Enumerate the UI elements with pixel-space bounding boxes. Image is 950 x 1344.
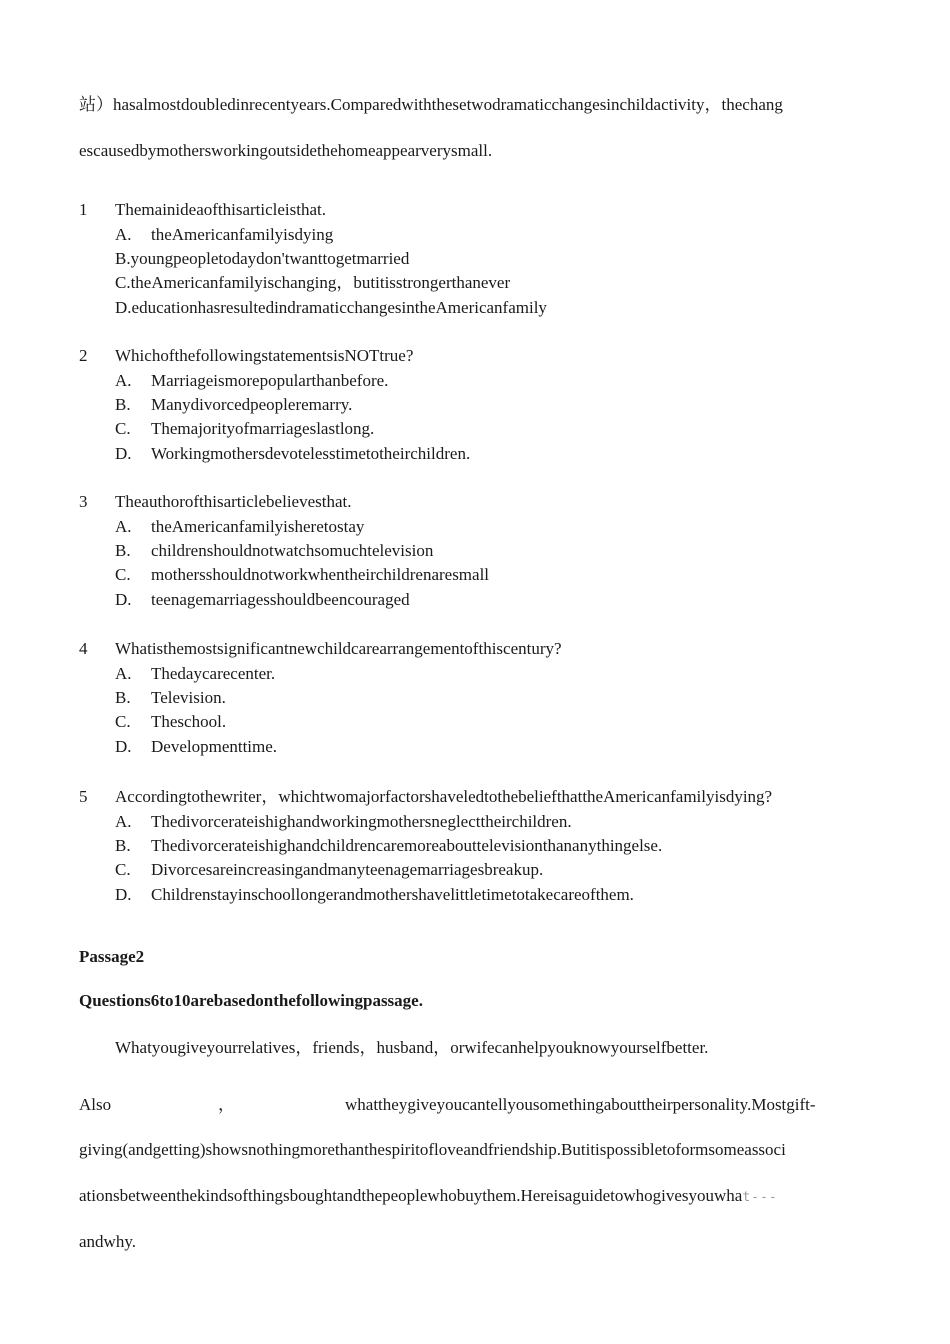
question-number: 3 [79,492,88,511]
passage-line-a-rest: whattheygiveyoucantellyousomethingabouttheirpersonality.Mostgift- [345,1095,816,1114]
option-text: Developmenttime. [151,737,278,756]
passage-line-b: giving(andgetting)showsnothingmorethanthespiritofloveandfriendship.Butitispossibletoformsomeassoci [79,1140,786,1159]
question-text: Whatisthemostsignificantnewchildcarearrangementofthiscentury? [115,639,562,658]
option-letter: B. [115,541,131,560]
intro-line-1: 站）hasalmostdoubledinrecentyears.Comparedwiththesetwodramaticchangesinchildactivity，thechang [79,95,783,114]
option-text: Manydivorcedpeopleremarry. [151,395,353,414]
option-letter: C. [115,565,131,584]
option-text: Divorcesareincreasingandmanyteenagemarriagesbreakup. [151,860,544,879]
option-text: Television. [151,688,226,707]
option-text: Thedivorcerateishighandchildrencaremoreabouttelevisionthananythingelse. [151,836,663,855]
question-number: 5 [79,787,88,806]
option-letter: B. [115,395,131,414]
question-number: 1 [79,200,88,219]
option-letter: A. [115,664,132,683]
option-letter: C. [115,419,131,438]
option-text: Childrenstayinschoollongerandmothershavelittletimetotakecareofthem. [151,885,634,904]
option-text: Theschool. [151,712,227,731]
passage-line-d: andwhy. [79,1232,136,1251]
passage-title: Passage2 [79,947,145,966]
passage-line-comma: ， [218,1095,235,1114]
question-number: 2 [79,346,88,365]
passage-line-c [79,1185,778,1209]
option-text: Thedaycarecenter. [151,664,276,683]
option-text: D.educationhasresultedindramaticchangesintheAmericanfamily [115,298,547,317]
passage-line-c-main: ationsbetweenthekindsofthingsboughtandthepeoplewhobuythem.Hereisaguidetowhogivesyouwha [79,1186,743,1205]
option-text: theAmericanfamilyisdying [151,225,334,244]
option-text: theAmericanfamilyisheretostay [151,517,365,536]
option-text: Themajorityofmarriageslastlong. [151,419,375,438]
passage-line-also: Also [79,1095,112,1114]
option-letter: A. [115,225,132,244]
option-letter: B. [115,836,131,855]
option-text: mothersshouldnotworkwhentheirchildrenaresmall [151,565,490,584]
question-number: 4 [79,639,88,658]
option-letter: D. [115,737,132,756]
option-letter: A. [115,371,132,390]
passage-line-c-grey: t--- [742,1190,778,1205]
option-text: Thedivorcerateishighandworkingmothersneglecttheirchildren. [151,812,572,831]
option-text: teenagemarriagesshouldbeencouraged [151,590,410,609]
passage-instruction: Questions6to10arebasedonthefollowingpassage. [79,991,423,1010]
option-text: childrenshouldnotwatchsomuchtelevision [151,541,434,560]
question-text: WhichofthefollowingstatementsisNOTtrue? [115,346,414,365]
option-letter: C. [115,860,131,879]
option-text: Marriageismorepopularthanbefore. [151,371,389,390]
question-text: Accordingtothewriter，whichtwomajorfactorshaveledtothebeliefthattheAmericanfamilyisdying? [115,787,773,806]
option-text: C.theAmericanfamilyischanging，butitisstrongerthanever [115,273,511,292]
option-text: B.youngpeopletodaydon'twanttogetmarried [115,249,410,268]
option-letter: B. [115,688,131,707]
passage-paragraph-1: Whatyougiveyourrelatives，friends，husband，orwifecanhelpyouknowyourselfbetter. [115,1038,709,1057]
option-letter: D. [115,444,132,463]
option-letter: A. [115,812,132,831]
question-text: Themainideaofthisarticleisthat. [115,200,327,219]
option-letter: D. [115,885,132,904]
question-text: Theauthorofthisarticlebelievesthat. [115,492,352,511]
intro-line-2: escausedbymothersworkingoutsidethehomeappearverysmall. [79,141,493,160]
option-letter: D. [115,590,132,609]
option-letter: A. [115,517,132,536]
option-letter: C. [115,712,131,731]
option-text: Workingmothersdevotelesstimetotheirchildren. [151,444,471,463]
